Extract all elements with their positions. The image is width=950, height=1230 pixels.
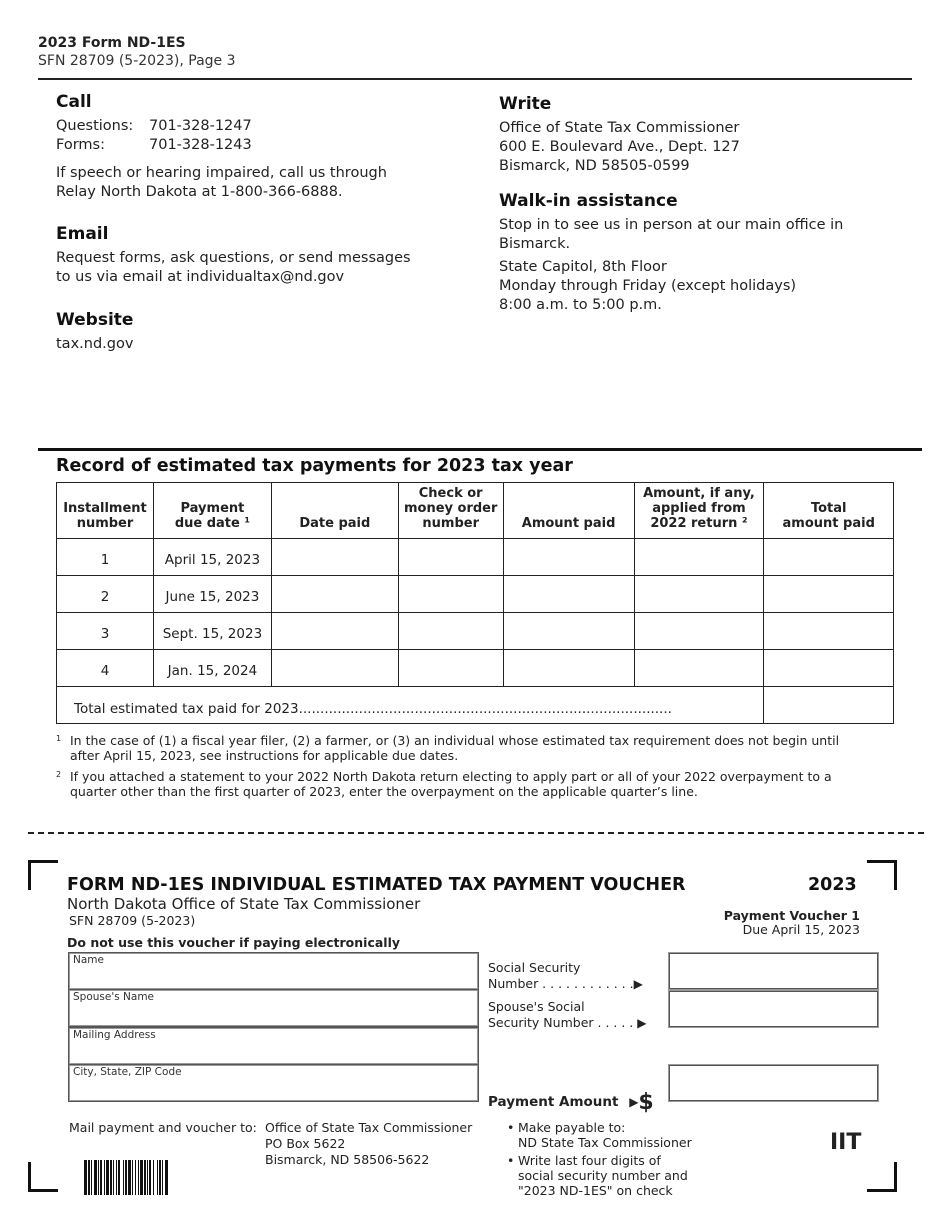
corner-mark-bottom-left (28, 1162, 58, 1192)
check-number-cell[interactable] (398, 613, 503, 650)
email-line-1: Request forms, ask questions, or send messages (56, 250, 411, 266)
voucher-number: Payment Voucher 1 (723, 908, 860, 923)
table-row (57, 539, 894, 576)
mailing-address-field[interactable] (68, 1027, 479, 1065)
name-field[interactable] (68, 952, 479, 990)
installment-number: 4 (57, 650, 154, 687)
forms-line (56, 136, 456, 155)
installment-number: 1 (57, 539, 154, 576)
cut-line (28, 832, 924, 834)
name-field-label: Name (73, 954, 104, 966)
col-installment-header: Installment number (57, 483, 154, 539)
footnote-2-mark: 2 (56, 770, 62, 779)
check-instruction (507, 1153, 688, 1198)
write-line-2: 600 E. Boulevard Ave., Dept. 127 (499, 139, 740, 155)
arrow-icon: ▶ (637, 1016, 647, 1030)
mail-address-line-1: Office of State Tax Commissioner (265, 1120, 473, 1135)
voucher-office: North Dakota Office of State Tax Commissioner (67, 895, 421, 913)
header-rule (38, 78, 912, 80)
check-line-2: social security number and (518, 1168, 688, 1183)
voucher-title: FORM ND-1ES INDIVIDUAL ESTIMATED TAX PAYMENT VOUCHER (67, 875, 686, 895)
due-date: Jan. 15, 2024 (153, 650, 271, 687)
installment-number: 3 (57, 613, 154, 650)
payment-record-table (56, 482, 894, 724)
payable-instruction (507, 1120, 692, 1150)
mailing-address-field-label: Mailing Address (73, 1029, 156, 1041)
dollar-sign: $ (638, 1090, 654, 1115)
mail-address-line-3: Bismarck, ND 58506-5622 (265, 1152, 430, 1167)
website-url[interactable]: tax.nd.gov (56, 336, 134, 352)
check-number-cell[interactable] (398, 576, 503, 613)
walkin-line-3: State Capitol, 8th Floor (499, 259, 667, 275)
write-line-3: Bismarck, ND 58505-0599 (499, 158, 690, 174)
table-header-row (57, 483, 894, 539)
date-paid-cell[interactable] (271, 576, 398, 613)
applied-amount-cell[interactable] (634, 539, 764, 576)
table-row (57, 650, 894, 687)
col-total-header: Total amount paid (764, 483, 894, 539)
corner-mark-top-right (867, 860, 897, 890)
bullet-icon: • (507, 1120, 515, 1135)
mail-to-label: Mail payment and voucher to: (69, 1120, 257, 1135)
corner-mark-bottom-right (867, 1162, 897, 1192)
arrow-icon: ▶ (629, 1095, 639, 1109)
form-subtitle: SFN 28709 (5-2023), Page 3 (38, 53, 236, 69)
forms-phone: 701-328-1243 (149, 137, 252, 153)
footnote-2-line-1: If you attached a statement to your 2022 North Dakota return electing to apply part or all of your 2022 overpayment to a (70, 769, 832, 784)
applied-amount-cell[interactable] (634, 650, 764, 687)
mail-to-address (265, 1120, 472, 1168)
applied-amount-cell[interactable] (634, 613, 764, 650)
footnote-2-line-2: quarter other than the first quarter of 2023, enter the overpayment on the applicable quarter’s line. (70, 784, 698, 799)
amount-paid-cell[interactable] (503, 613, 634, 650)
payment-amount-field[interactable] (668, 1064, 879, 1102)
questions-line (56, 117, 456, 136)
contact-left-column (56, 92, 456, 354)
record-title: Record of estimated tax payments for 2023 tax year (56, 456, 573, 476)
form-code: IIT (830, 1130, 862, 1155)
ssn-label-line-1: Social Security (488, 960, 581, 975)
table-row (57, 613, 894, 650)
grand-total-cell[interactable] (764, 687, 894, 724)
due-date: April 15, 2023 (153, 539, 271, 576)
mail-address-line-2: PO Box 5622 (265, 1136, 346, 1151)
col-check-number-header: Check or money order number (398, 483, 503, 539)
walkin-line-1: Stop in to see us in person at our main office in (499, 217, 844, 233)
form-title: 2023 Form ND-1ES (38, 35, 186, 51)
city-state-zip-field-label: City, State, ZIP Code (73, 1066, 182, 1078)
email-line-2: to us via email at individualtax@nd.gov (56, 269, 345, 285)
walkin-line-4: Monday through Friday (except holidays) (499, 278, 797, 294)
payment-amount-label: Payment Amount ▶$ (488, 1090, 654, 1115)
voucher-sfn: SFN 28709 (5-2023) (69, 913, 196, 928)
amount-paid-cell[interactable] (503, 650, 634, 687)
forms-label: Forms: (56, 137, 105, 153)
walkin-line-5: 8:00 a.m. to 5:00 p.m. (499, 297, 662, 313)
write-line-1: Office of State Tax Commissioner (499, 120, 740, 136)
section-rule (38, 448, 922, 451)
payable-line-1: Make payable to: (518, 1120, 626, 1135)
check-line-3: "2023 ND-1ES" on check (518, 1183, 673, 1198)
voucher-year: 2023 (808, 875, 857, 895)
city-state-zip-field[interactable] (68, 1064, 479, 1102)
spouse-name-field-label: Spouse's Name (73, 991, 155, 1003)
total-paid-cell[interactable] (764, 539, 894, 576)
check-line-1: Write last four digits of (518, 1153, 661, 1168)
due-date: June 15, 2023 (153, 576, 271, 613)
amount-paid-cell[interactable] (503, 539, 634, 576)
date-paid-cell[interactable] (271, 613, 398, 650)
col-amount-paid-header: Amount paid (503, 483, 634, 539)
ssn-label-line-2: Number . . . . . . . . . . . .▶ (488, 976, 643, 991)
footnote-1-line-2: after April 15, 2023, see instructions for applicable due dates. (70, 748, 459, 763)
applied-amount-cell[interactable] (634, 576, 764, 613)
date-paid-cell[interactable] (271, 539, 398, 576)
email-heading: Email (56, 224, 109, 244)
ssn-field[interactable] (668, 952, 879, 990)
date-paid-cell[interactable] (271, 650, 398, 687)
amount-paid-cell[interactable] (503, 576, 634, 613)
table-row (57, 576, 894, 613)
check-number-cell[interactable] (398, 539, 503, 576)
footnote-2 (56, 769, 906, 799)
due-date: Sept. 15, 2023 (153, 613, 271, 650)
total-row (57, 687, 894, 724)
spouse-ssn-label-line-2: Security Number . . . . . ▶ (488, 1015, 647, 1030)
spouse-ssn-field[interactable] (668, 990, 879, 1028)
payable-line-2: ND State Tax Commissioner (518, 1135, 692, 1150)
barcode-image (84, 1160, 222, 1195)
relay-line-1: If speech or hearing impaired, call us through (56, 165, 387, 181)
spouse-ssn-label-line-1: Spouse's Social (488, 999, 585, 1014)
contact-right-column (499, 94, 899, 315)
spouse-name-field[interactable] (68, 989, 479, 1027)
walkin-line-2: Bismarck. (499, 236, 571, 252)
call-heading: Call (56, 92, 92, 112)
total-paid-cell[interactable] (764, 613, 894, 650)
check-number-cell[interactable] (398, 650, 503, 687)
footnote-1-mark: 1 (56, 734, 62, 743)
footnote-1 (56, 733, 906, 763)
questions-phone: 701-328-1247 (149, 118, 252, 134)
voucher-due-date: Due April 15, 2023 (742, 922, 860, 937)
col-applied-header: Amount, if any, applied from 2022 return ² (634, 483, 764, 539)
ssn-label (488, 960, 643, 992)
electronic-warning: Do not use this voucher if paying electronically (67, 935, 401, 950)
installment-number: 2 (57, 576, 154, 613)
total-paid-cell[interactable] (764, 576, 894, 613)
total-label: Total estimated tax paid for 2023....................................................................................... (57, 687, 764, 724)
website-heading: Website (56, 310, 134, 330)
write-heading: Write (499, 94, 552, 114)
arrow-icon: ▶ (633, 977, 643, 991)
corner-mark-top-left (28, 860, 58, 890)
footnote-1-line-1: In the case of (1) a fiscal year filer, (2) a farmer, or (3) an individual whose estimated tax requirement does not begin until (70, 733, 840, 748)
spouse-ssn-label (488, 999, 646, 1031)
bullet-icon: • (507, 1153, 515, 1168)
col-due-date-header: Payment due date ¹ (153, 483, 271, 539)
total-paid-cell[interactable] (764, 650, 894, 687)
col-date-paid-header: Date paid (271, 483, 398, 539)
relay-line-2: Relay North Dakota at 1-800-366-6888. (56, 184, 343, 200)
questions-label: Questions: (56, 118, 134, 134)
walkin-heading: Walk-in assistance (499, 191, 678, 211)
